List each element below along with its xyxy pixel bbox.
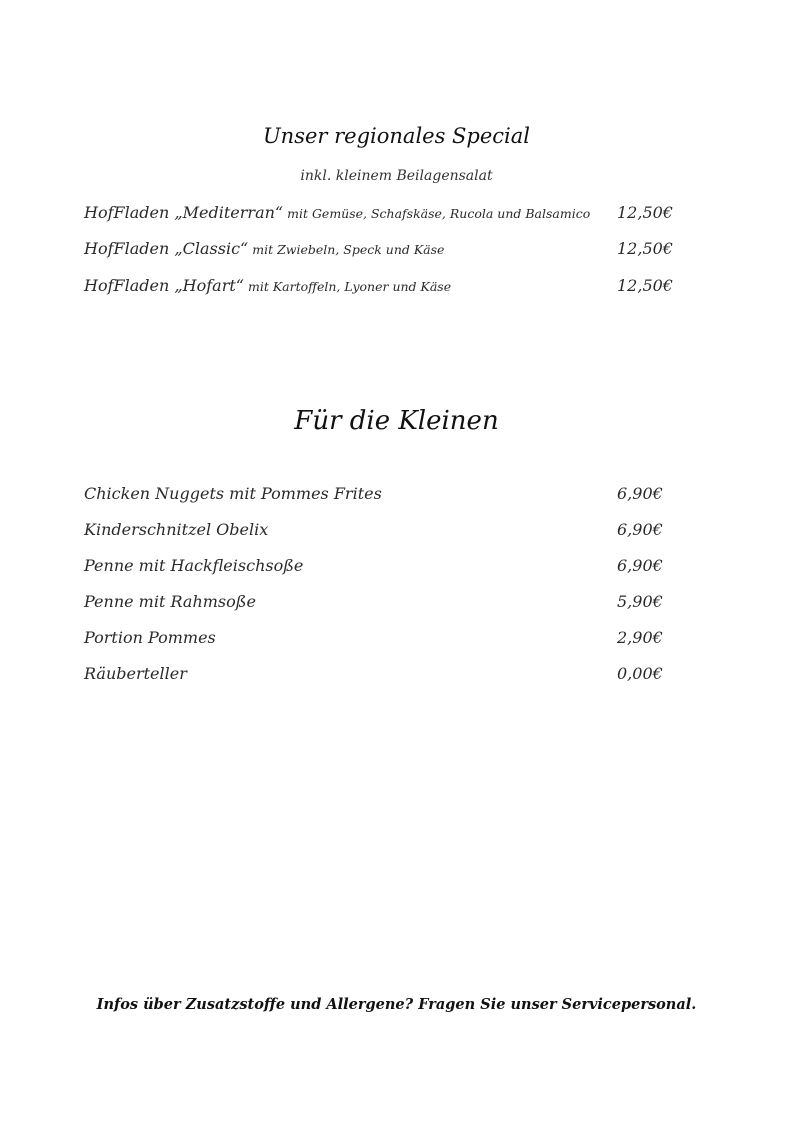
menu-item-name — [84, 628, 216, 647]
kids-menu-item — [84, 484, 674, 508]
menu-item-name — [84, 592, 256, 611]
special-menu-item — [84, 239, 674, 263]
kids-menu-item — [84, 592, 674, 616]
menu-item-name — [84, 203, 590, 222]
menu-item-title: Portion Pommes — [84, 628, 216, 647]
menu-item-title: Kinderschnitzel Obelix — [84, 520, 269, 539]
menu-item-title: Penne mit Hackfleischsoße — [84, 556, 304, 575]
menu-item-price: 12,50€ — [617, 203, 673, 222]
special-section-subtitle: inkl. kleinem Beilagensalat — [300, 168, 493, 184]
menu-item-name — [84, 239, 444, 258]
special-menu-item — [84, 203, 674, 227]
allergen-info-note: Infos über Zusatzstoffe und Allergene? Fragen Sie unser Servicepersonal. — [96, 996, 697, 1013]
menu-item-title: HofFladen „Mediterran“ — [84, 203, 284, 222]
menu-item-price: 12,50€ — [617, 239, 673, 258]
menu-item-description: mit Gemüse, Schafskäse, Rucola und Balsamico — [287, 206, 591, 221]
menu-item-name — [84, 520, 268, 539]
menu-item-description: mit Zwiebeln, Speck und Käse — [252, 242, 445, 257]
menu-item-price: 6,90€ — [617, 484, 663, 503]
kids-section-title: Für die Kleinen — [294, 406, 499, 436]
kids-menu-item — [84, 520, 674, 544]
menu-item-price: 5,90€ — [617, 592, 663, 611]
menu-item-description: mit Kartoffeln, Lyoner und Käse — [247, 279, 452, 294]
menu-item-title: Penne mit Rahmsoße — [84, 592, 256, 611]
menu-item-title: HofFladen „Classic“ — [84, 239, 249, 258]
menu-item-title: HofFladen „Hofart“ — [84, 276, 244, 295]
menu-item-price: 12,50€ — [617, 276, 673, 295]
special-section-title: Unser regionales Special — [262, 124, 531, 148]
menu-item-name — [84, 556, 303, 575]
menu-item-price: 2,90€ — [617, 628, 663, 647]
menu-item-title: Räuberteller — [84, 664, 187, 683]
menu-item-name — [84, 276, 451, 295]
kids-menu-item — [84, 628, 674, 652]
kids-menu-item — [84, 556, 674, 580]
menu-item-name — [84, 664, 187, 683]
menu-item-price: 6,90€ — [617, 520, 663, 539]
menu-item-title: Chicken Nuggets mit Pommes Frites — [84, 484, 382, 503]
menu-item-price: 6,90€ — [617, 556, 663, 575]
kids-menu-item — [84, 664, 674, 688]
menu-item-name — [84, 484, 382, 503]
special-menu-item — [84, 276, 674, 300]
menu-item-price: 0,00€ — [617, 664, 663, 683]
